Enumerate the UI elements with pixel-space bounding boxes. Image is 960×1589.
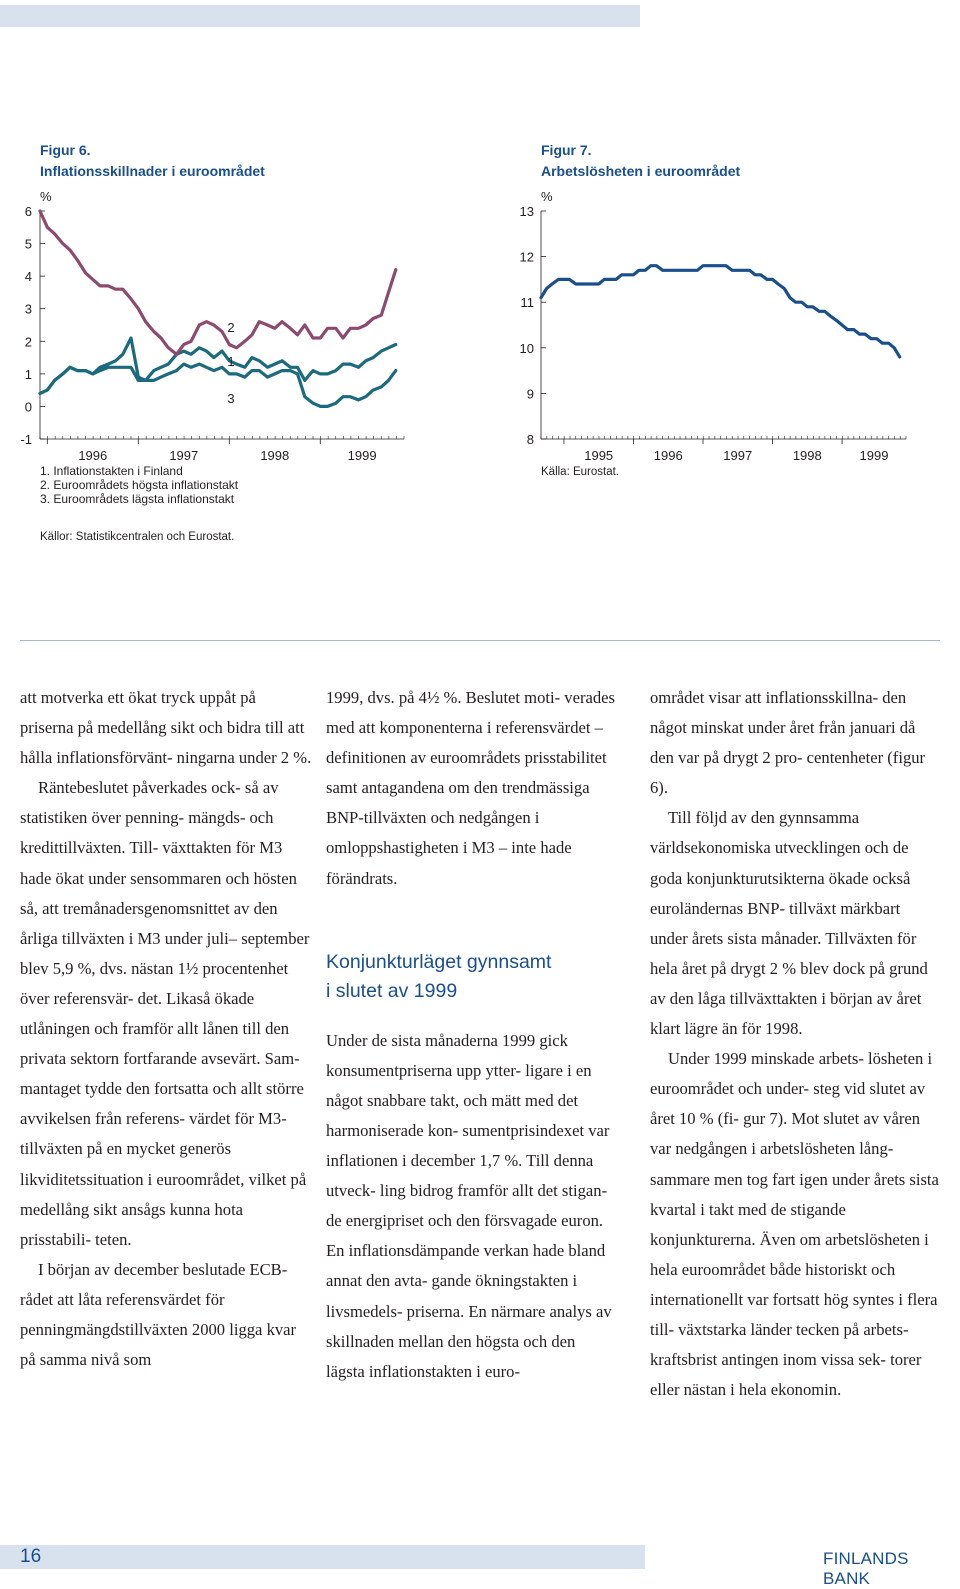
legend-item-lowest: 3. Euroområdets lägsta inflationstakt: [40, 492, 235, 506]
figure6-title: Inflationsskillnader i euroområdet: [40, 163, 265, 179]
paragraph: I början av december beslutade ECB-rådet att låta referensvärdet för penningmängdstillväxten 2000 ligga kvar på samma nivå som: [20, 1259, 297, 1370]
series-label-2: 2: [227, 320, 235, 335]
y-tick-label: 8: [526, 432, 534, 447]
bank-name: FINLANDS BANK: [823, 1549, 909, 1588]
y-tick-label: 11: [520, 295, 534, 311]
text-column-left: [20, 683, 312, 1375]
paragraph: Till följd av den gynnsamma världsekonomiska utvecklingen och de goda konjunkturutsikterna ökade också euroländernas BNP- tillväxt märkbart under årets sista månader. Tillväxten för hela året på drygt 2 % blev dock på grund av den låga tillväxttakten i början av året klart lägre än för 1998.: [650, 808, 928, 1039]
x-tick-label: 1997: [723, 448, 753, 463]
series-line-1: [541, 266, 900, 357]
section-heading-line: i slutet av 1999: [326, 979, 458, 1002]
page-number: 16: [20, 1546, 42, 1567]
y-tick-label: 1: [24, 366, 32, 382]
series-label-1: 1: [227, 354, 235, 369]
y-tick-label: 10: [519, 340, 534, 356]
figure6-label: Figur 6.: [40, 142, 91, 158]
figure6-source: Källor: Statistikcentralen och Eurostat.: [40, 531, 235, 543]
section-divider: [20, 640, 940, 641]
paragraph: Räntebeslutet påverkades ock- så av statistiken över penning- mängds- och kredittillväxten. Till- växttakten för M3 hade ökat under sensommaren och hösten så, att tremånadersgenomsnittet av den årliga tillväxten i M3 under juli– september blev 5,9 %, dvs. nästan 1½ procentenhet över referensvär- det. Likaså ökade utlåningen och framför allt lånen till den privata sektorn fortfarande avsevärt. Sam- mantaget tydde den fortsatta och allt större avvikelsen från referens- värdet för M3-tillväxten på en mycket generös likviditetssituation i euroområdet, vilket på medellång sikt ansågs kunna hota prisstabili- teten.: [20, 778, 310, 1249]
text-column-middle: [326, 683, 618, 1387]
y-tick-label: 9: [526, 386, 534, 402]
y-tick-label: 2: [24, 334, 32, 350]
y-tick-label: 6: [24, 204, 32, 219]
paragraph: Under 1999 minskade arbets- lösheten i euroområdet och under- steg vid slutet av året 10 % (fi- gur 7). Mot slutet av våren var nedgången i arbetslösheten lång- sammare men tog fart igen under årets sista kvartal i takt med de stigande konjunkturerna. Även om arbetslösheten i hela euroområdet både historiskt och internationellt var fortsatt hög syntes i flera till- växtstarka länder tecken på arbets- kraftsbrist antingen inom vissa sek- torer eller nästan i hela ekonomin.: [650, 1049, 939, 1400]
y-tick-label: 3: [24, 301, 32, 317]
x-tick-label: 1996: [653, 448, 683, 463]
series-label-3: 3: [227, 391, 235, 406]
figure7-source: Källa: Eurostat.: [541, 466, 619, 478]
figure6-legend: [40, 464, 238, 506]
y-tick-label: -1: [20, 432, 32, 447]
y-tick-label: 5: [24, 236, 32, 252]
x-tick-label: 1998: [260, 448, 290, 463]
y-tick-label: 13: [519, 204, 534, 219]
figure7-title: Arbetslösheten i euroområdet: [541, 163, 741, 179]
figure6-unit: %: [40, 189, 52, 204]
y-tick-label: 4: [24, 269, 32, 285]
paragraph: att motverka ett ökat tryck uppåt på priserna på medellång sikt och bidra till att hålla inflationsförvänt- ningarna under 2 %.: [20, 688, 312, 768]
x-tick-label: 1999: [347, 448, 377, 463]
paragraph: Under de sista månaderna 1999 gick konsumentpriserna upp ytter- ligare i en något snabbare takt, och mätt med det harmoniserade kon- sumentprisindexet var inflationen i december 1,7 %. Till denna utveck- ling bidrog framför allt det stigan- de energipriset och den försvagade euron. En inflationsdämpande verkan hade bland annat den avta- gande ökningstakten i livsmedels- priserna. En närmare analys av skillnaden mellan den högsta och den lägsta inflationstakten i euro-: [326, 1030, 612, 1381]
x-tick-label: 1995: [584, 448, 614, 463]
x-tick-label: 1996: [78, 448, 108, 463]
legend-item-highest: 2. Euroområdets högsta inflationstakt: [40, 478, 239, 492]
x-tick-label: 1997: [169, 448, 199, 463]
legend-item-finland: 1. Inflationstakten i Finland: [40, 464, 183, 478]
y-tick-label: 12: [519, 249, 534, 265]
x-tick-label: 1998: [792, 448, 822, 463]
series-line-1: [40, 338, 396, 393]
paragraph: 1999, dvs. på 4½ %. Beslutet moti- verades med att komponenterna i referensvärdet – definitionen av euroområdets prisstabilitet samt antagandena om den trendmässiga BNP-tillväxten och nedgången i omloppshastigheten i M3 – inte hade förändrats.: [326, 688, 615, 888]
section-heading-line: Konjunkturläget gynnsamt: [326, 950, 552, 973]
figure7-unit: %: [541, 189, 553, 204]
x-tick-label: 1999: [859, 448, 889, 463]
series-line-3: [40, 364, 396, 406]
footer-band: [0, 1545, 645, 1569]
paragraph: området visar att inflationsskillna- den något minskat under året från januari då den var på drygt 2 pro- centenheter (figur 6).: [650, 688, 926, 798]
figure7-label: Figur 7.: [541, 142, 592, 158]
text-column-right: [650, 683, 942, 1405]
y-tick-label: 0: [24, 399, 32, 415]
series-line-2: [40, 211, 396, 354]
